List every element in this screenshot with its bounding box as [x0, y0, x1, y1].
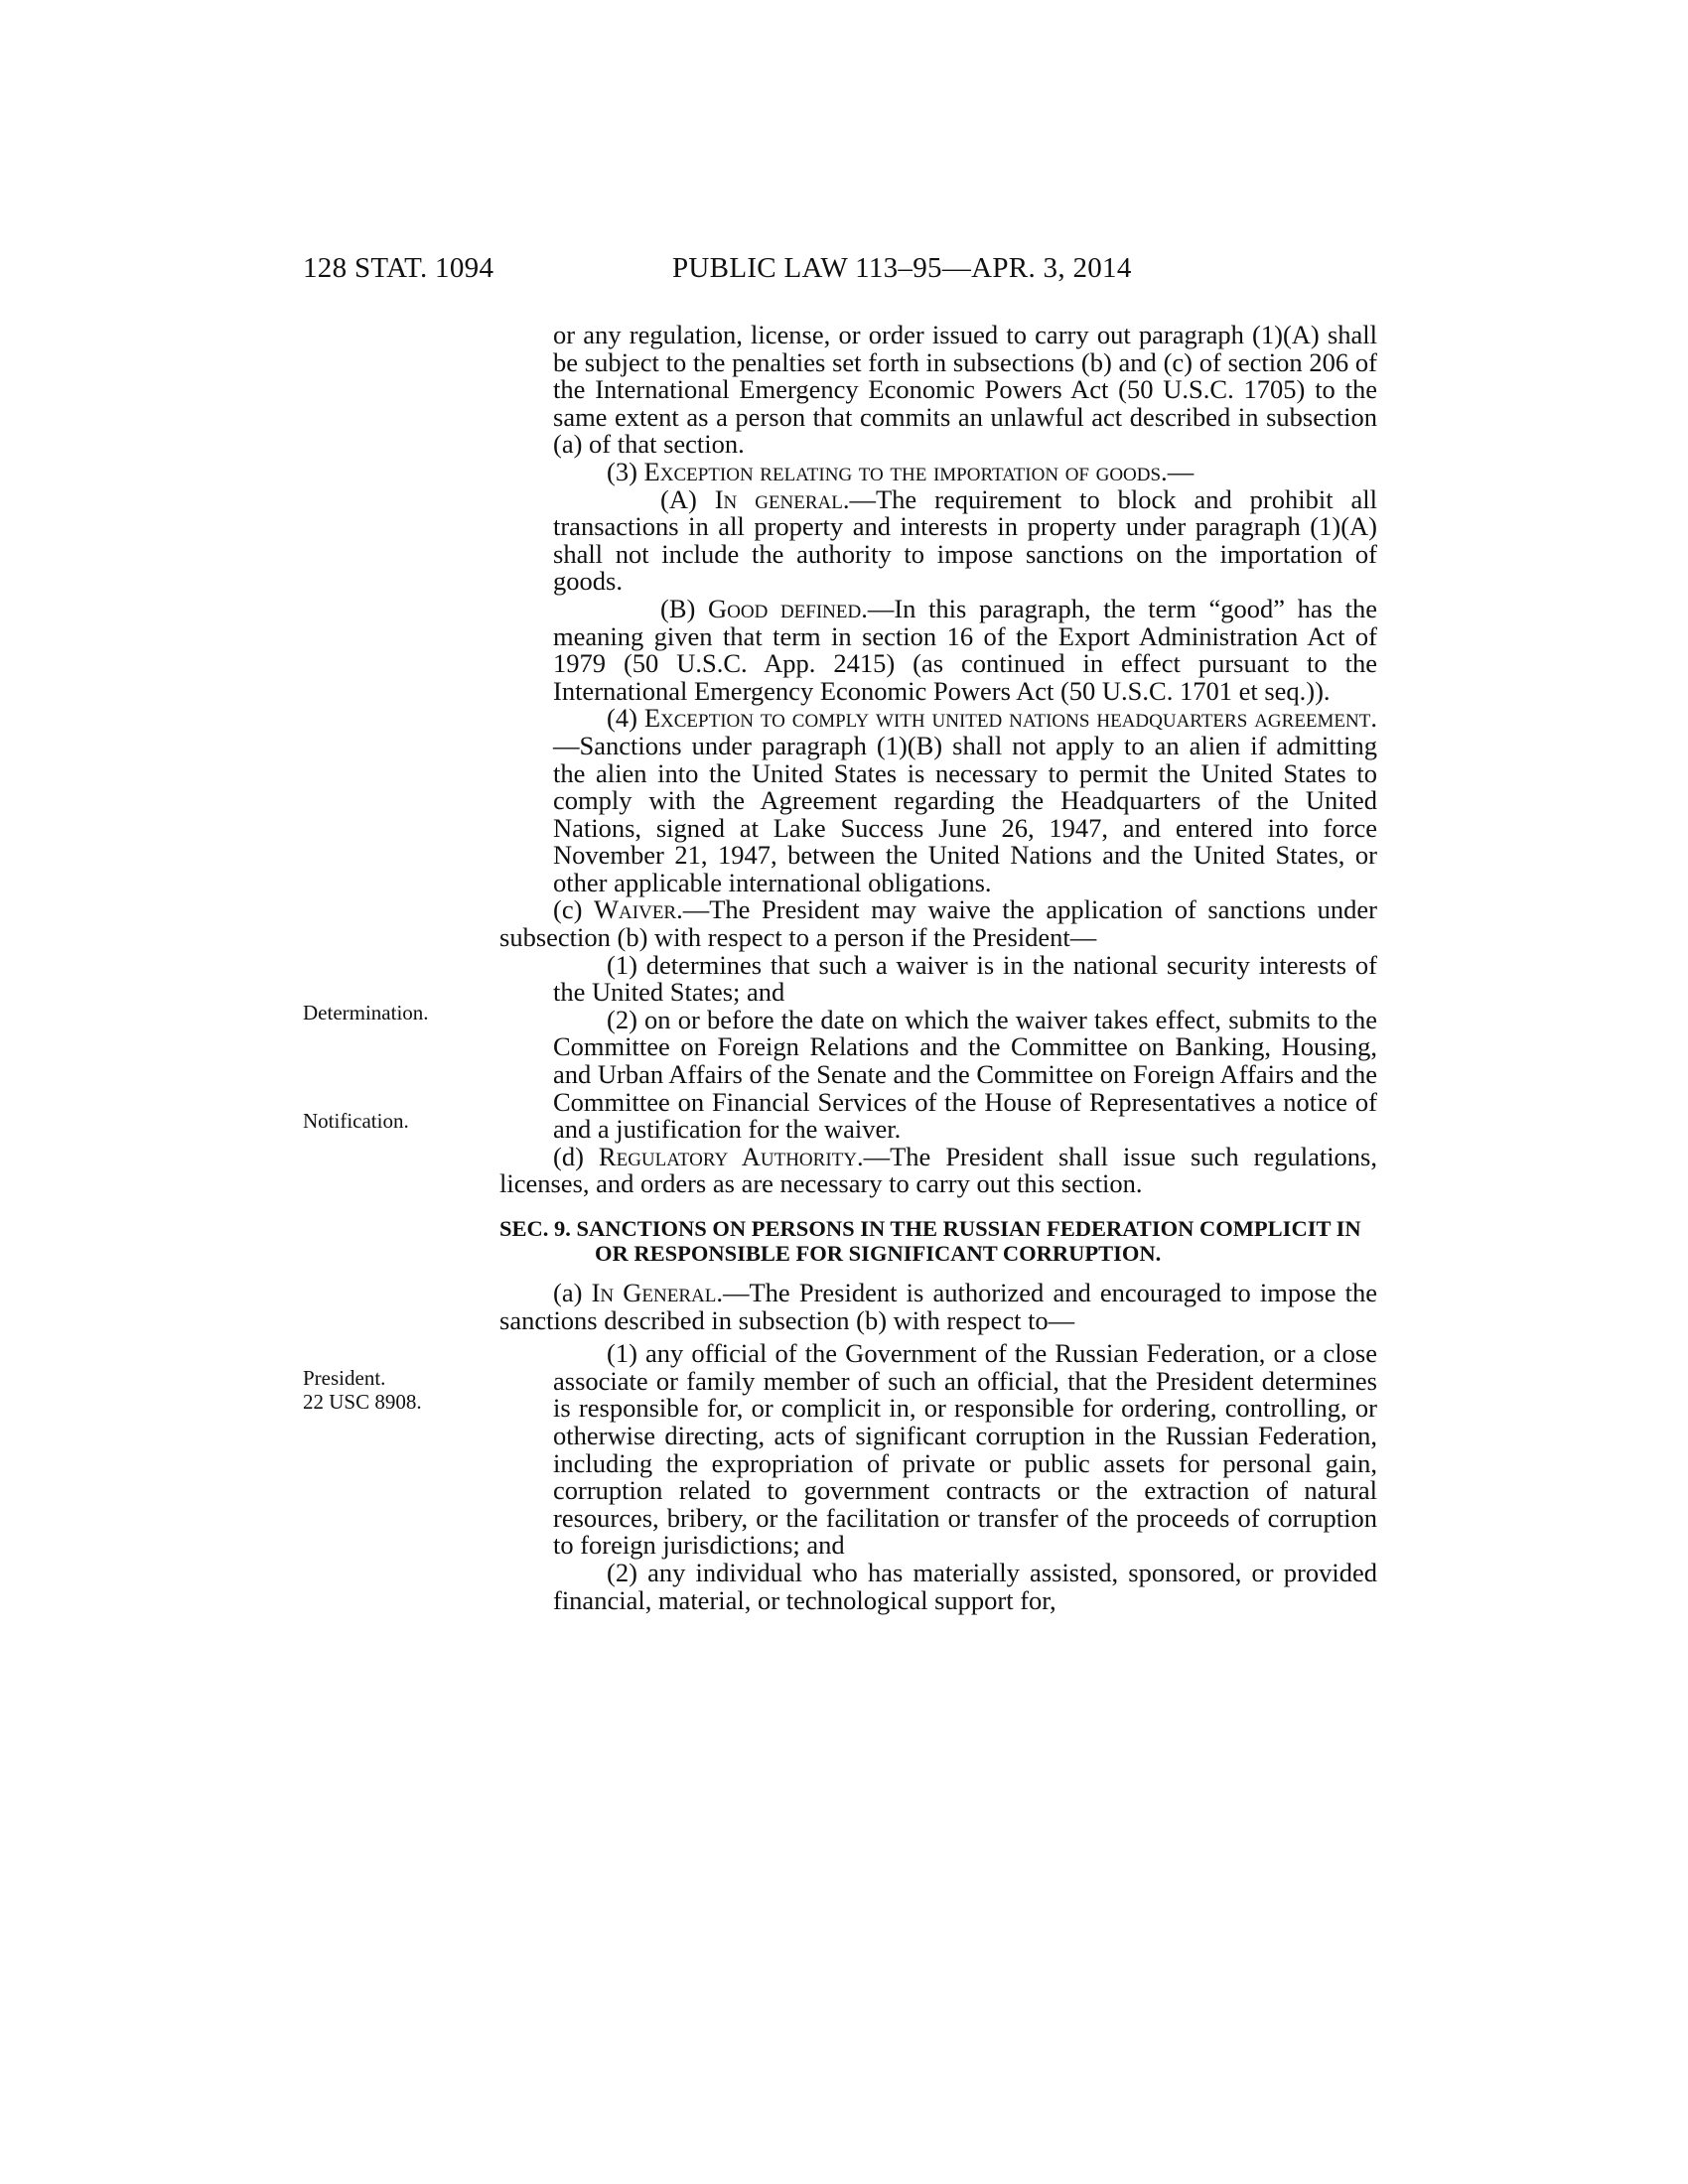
subsection-a-in-general: (a) In General.—The President is authorized and encouraged to impose the sanctions described in subsection (b) with respect to— [499, 1278, 1377, 1335]
subsection-a-1: (1) any official of the Government of the Russian Federation, or a close associate or family member of such an official, that the President determines is responsible for, or complicit in, or responsible for ordering, controlling, or otherwise directing, acts of significant corruption in the Russian Federation, including the expropriation of private or public assets for personal gain, corruption related to government contracts or the extraction of natural resources, bribery, or the facilitation or transfer of the proceeds of corruption to foreign jurisdictions; and [553, 1338, 1377, 1561]
paragraph-3: (3) Exception relating to the importation of goods.— [607, 456, 1195, 486]
subparagraph-3a: (A) In general.—The requirement to block and prohibit all transactions in all property and interests in property under paragraph (1)(A) shall not include the authority to impose sanctions on the importation of goods. [553, 483, 1377, 597]
body-text [499, 322, 1377, 1614]
subsection-a-2: (2) any individual who has materially assisted, sponsored, or provided financial, material, or technological support for, [553, 1557, 1377, 1615]
subparagraph-3b: (B) Good defined.—In this paragraph, the term “good” has the meaning given that term in section 16 of the Export Administration Act of 1979 (50 U.S.C. App. 2415) (as continued in effect pursuant to the International Emergency Economic Powers Act (50 U.S.C. 1701 et seq.)). [553, 593, 1377, 706]
margin-note-usc: 22 USC 8908. [303, 1390, 422, 1414]
margin-note-president: President. [303, 1366, 386, 1390]
paragraph-continuation: or any regulation, license, or order issued to carry out paragraph (1)(A) shall be subject to the penalties set forth in subsections (b) and (c) of section 206 of the International Emergency Economic Powers Act (50 U.S.C. 1705) to the same extent as a person that commits an unlawful act described in subsection (a) of that section. [553, 320, 1377, 460]
section-9-heading: SEC. 9. SANCTIONS ON PERSONS IN THE RUSSIAN FEDERATION COMPLICIT IN OR RESPONSIBLE FOR SIGNIFICANT CORRUPTION. [499, 1216, 1361, 1266]
margin-note-determination: Determination. [303, 1001, 429, 1024]
margin-note-notification: Notification. [303, 1109, 409, 1133]
subsection-d-regulatory-authority: (d) Regulatory Authority.—The President shall issue such regulations, licenses, and orders as are necessary to carry out this section. [499, 1141, 1377, 1199]
subsection-c-1: (1) determines that such a waiver is in the national security interests of the United States; and [553, 949, 1377, 1008]
statute-page-number: 128 STAT. 1094 [303, 252, 494, 284]
subsection-c-2: (2) on or before the date on which the waiver takes effect, submits to the Committee on Foreign Relations and the Committee on Banking, Housing, and Urban Affairs of the Senate and the Committee on Foreign Affairs and the Committee on Financial Services of the House of Representatives a notice of and a justification for the waiver. [553, 1004, 1377, 1145]
running-head: PUBLIC LAW 113–95—APR. 3, 2014 [672, 252, 1132, 284]
subsection-c-waiver: (c) Waiver.—The President may waive the application of sanctions under subsection (b) with respect to a person if the President— [499, 894, 1377, 953]
paragraph-4: (4) Exception to comply with united nations headquarters agreement.—Sanctions under paragraph (1)(B) shall not apply to an alien if admitting the alien into the United States is necessary to permit the United States to comply with the Agreement regarding the Headquarters of the United Nations, signed at Lake Success June 26, 1947, and entered into force November 21, 1947, between the United Nations and the United States, or other applicable international obligations. [553, 703, 1377, 897]
